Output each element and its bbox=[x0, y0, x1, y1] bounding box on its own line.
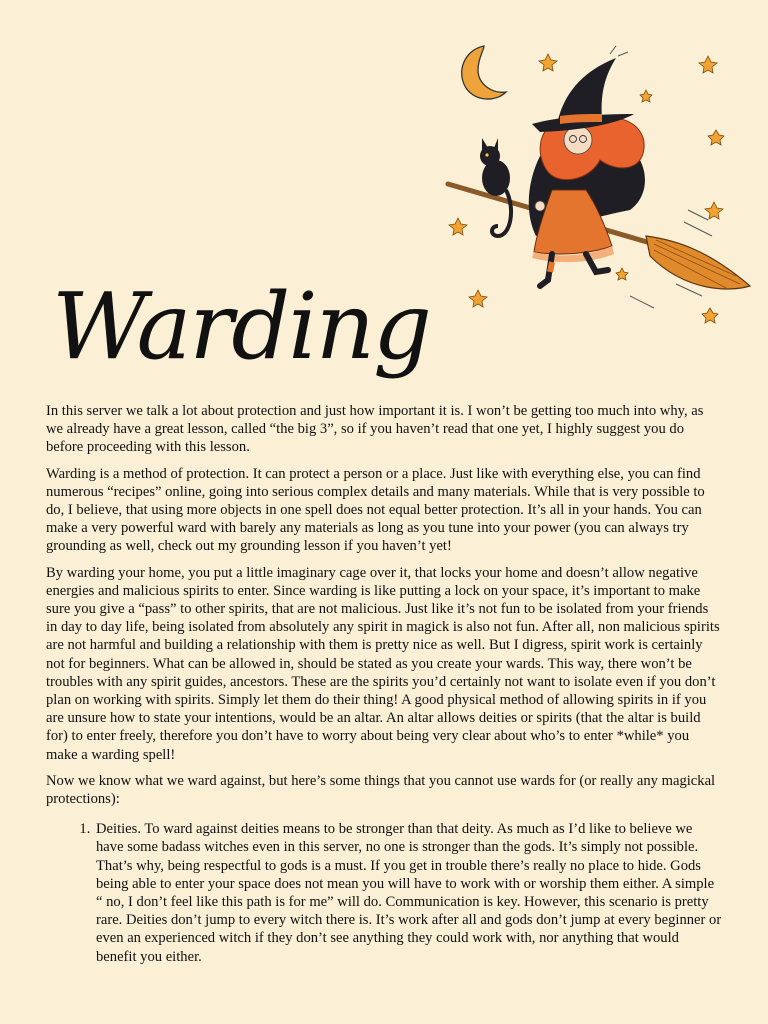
paragraph-2: Warding is a method of protection. It can protect a person or a place. Just like with everything else, you can find numerous “recipes” online, going into serious complex details and many materials. While that is very possible to do, I believe, that using more objects in one spell does not equal better protection. It’s all in your hands. You can make a very powerful ward with barely any materials as long as you tune into your power (you can always try grounding as well, check out my grounding lesson if you haven’t yet! bbox=[46, 465, 705, 555]
cat-icon bbox=[480, 138, 511, 236]
paragraph-4: Now we know what we ward against, but here’s some things that you cannot use wards for (or really any magickal protections): bbox=[46, 772, 716, 808]
numbered-list bbox=[46, 820, 722, 966]
paragraph-1: In this server we talk a lot about protection and just how important it is. I won’t be getting too much into why, as we already have a great lesson, called “the big 3”, so if you haven’t read that one yet, I highly suggest you do before proceeding with this lesson. bbox=[46, 403, 704, 456]
article-body bbox=[46, 402, 722, 966]
page-title bbox=[44, 250, 464, 400]
page-title-text: Warding bbox=[52, 273, 430, 380]
paragraph-3: By warding your home, you put a little imaginary cage over it, that locks your home and doesn’t allow negative energies and malicious spirits to enter. Since warding is like putting a lock on your space, it’s important to make sure you give a “pass” to other spirits, that are not malicious. Just like it’s not fun to be isolated from your friends in day to day life, being isolated from absolutely any spirit in magick is also not fun. After all, non malicious spirits are not harmful and building a relationship with them is pretty nice as well. But I digress, spirit work is certainly not for beginners. What can be allowed in, should be stated as you create your wards. This way, there won’t be troubles with any spirit guides, ancestors. These are the spirits you’d certainly not want to isolate even if you don’t plan on working with spirits. Simply let them do their thing! A good physical method of allowing spirits in if you are unsure how to state your intentions, would be an altar. An altar allows deities or spirits (that the altar is build for) to enter freely, therefore you don’t have to worry about being very clear about who’s to enter *while* you make a warding spell! bbox=[46, 564, 720, 763]
list-item: 1. Deities. To ward against deities means to be stronger than that deity. As much as I’d like to believe we have some badass witches even in this server, no one is stronger than the gods. It’s simply not possible. That’s why, being respectful to gods is a must. If you get in trouble there’s really no place to hide. Gods being able to enter your space does not mean you will have to work with or worship them either. A simple “ no, I don’t feel like this path is for me” will do. Communication is key. However, this scenario is pretty rare. Deities don’t jump to every witch there is. It’s work after all and gods don’t jump at every beginner or even an experienced witch if they don’t see anything they could work with, nor anything that would benefit you either. bbox=[94, 820, 722, 966]
moon-icon bbox=[462, 46, 506, 99]
witch-on-broom-illustration bbox=[440, 40, 760, 330]
